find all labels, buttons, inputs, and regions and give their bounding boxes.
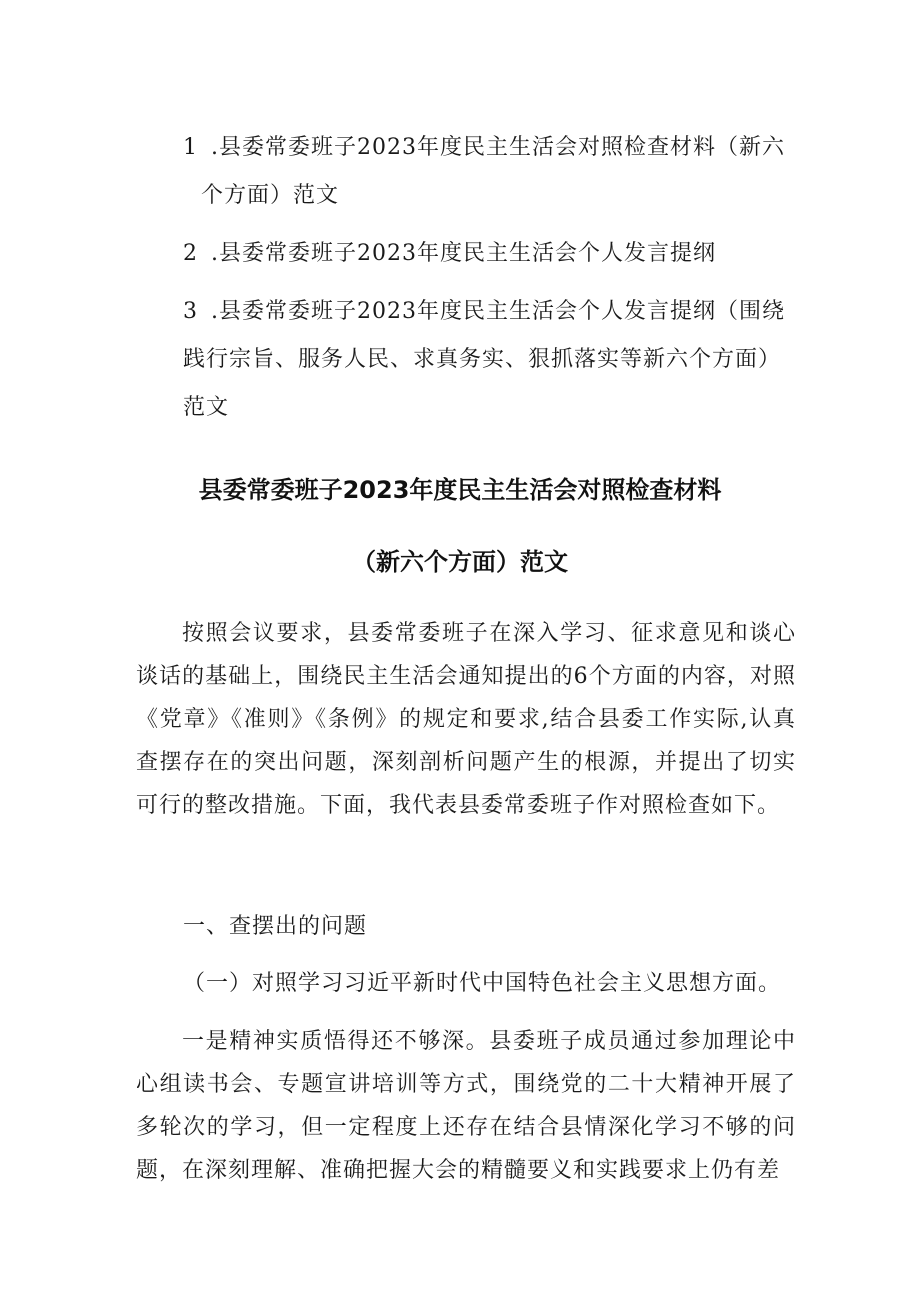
subsection-heading: （一）对照学习习近平新时代中国特色社会主义思想方面。 [183,971,782,996]
section-heading: 一、查摆出的问题 [183,914,368,939]
table-of-contents [183,124,793,442]
toc-number: 1 [183,135,198,160]
toc-item-1[interactable] [183,124,793,220]
toc-text: .县委常委班子2023年度民主生活会对照检查材料（新六 [211,135,785,160]
toc-item-3[interactable] [183,288,793,432]
toc-text-continued: 践行宗旨、服务人民、求真务实、狠抓落实等新六个方面） [183,347,782,372]
document-title-line2: （新六个方面）范文 [352,548,568,576]
intro-paragraph: 按照会议要求，县委常委班子在深入学习、征求意见和谈心谈话的基础上，围绕民主生活会通知提出的6个方面的内容，对照《党章》《准则》《条例》的规定和要求,结合县委工作实际,认真查摆存在的突出问题，深刻剖析问题产生的根源，并提出了切实可行的整改措施。下面，我代表县委常委班子作对照检查如下。 [136,621,796,818]
toc-text: .县委常委班子2023年度民主生活会个人发言提纲（围绕 [211,299,785,324]
toc-text-continued: 范文 [183,395,230,420]
toc-item-2[interactable] [183,230,793,278]
toc-text: .县委常委班子2023年度民主生活会个人发言提纲 [211,241,716,266]
body-paragraph: 一是精神实质悟得还不够深。县委班子成员通过参加理论中心组读书会、专题宣讲培训等方式，围绕党的二十大精神开展了多轮次的学习，但一定程度上还存在结合县情深化学习不够的问题，在深刻理解、准确把握大会的精髓要义和实践要求上仍有差 [136,1029,796,1183]
toc-number: 2 [183,241,198,266]
toc-number: 3 [183,299,198,324]
document-title-line1: 县委常委班子2023年度民主生活会对照检查材料 [198,476,722,504]
toc-text-continued: 个方面）范文 [201,183,340,208]
